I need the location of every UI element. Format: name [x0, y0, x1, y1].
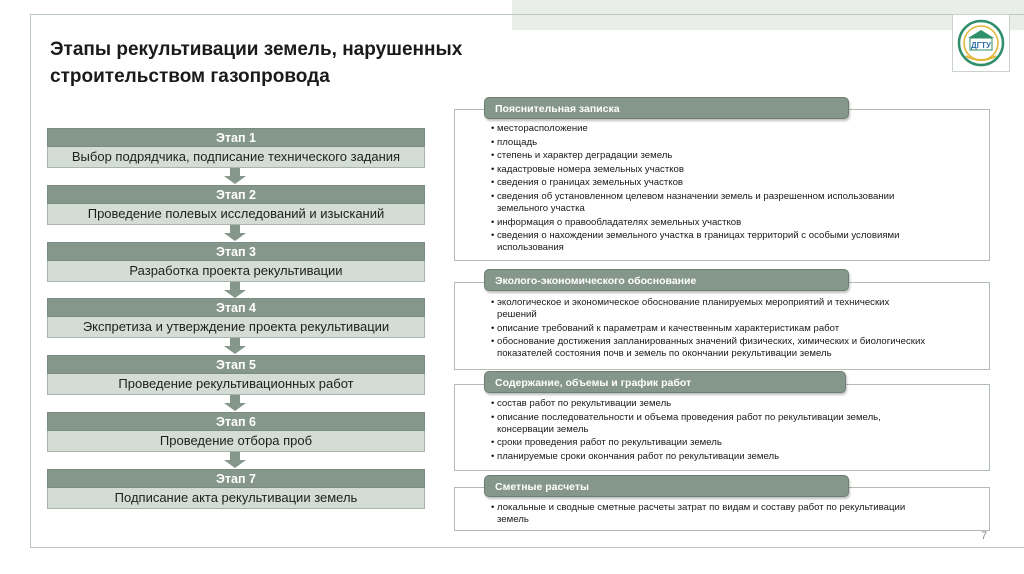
arrow-down-icon: [224, 282, 246, 298]
arrow-down-icon: [224, 168, 246, 184]
list-item: • сведения о границах земельных участков: [455, 177, 989, 189]
list-item: • сведения об установленном целевом назначении земель и разрешенном использовании земельного участка: [455, 191, 989, 215]
list-item: • экологическое и экономическое обоснование планируемых мероприятий и технических решений: [455, 297, 989, 321]
list-item: • сведения о нахождении земельного участка в границах территорий с особыми условиями использования: [455, 230, 989, 254]
logo: [952, 14, 1010, 72]
stage-label: Этап 1: [47, 128, 425, 147]
arrow-down-icon: [224, 452, 246, 468]
stage-description: Проведение рекультивационных работ: [47, 374, 425, 395]
panel-works-schedule: [454, 384, 990, 471]
stage-description: Экспретиза и утверждение проекта рекультивации: [47, 317, 425, 338]
panel-title: Пояснительная записка: [484, 97, 849, 119]
list-item: • описание последовательности и объема проведения работ по рекультивации земель, консервации земель: [455, 412, 989, 436]
stage-3: [47, 242, 425, 282]
list-item: • описание требований к параметрам и качественным характеристикам работ: [455, 323, 989, 335]
panel-list: [455, 297, 989, 360]
arrow-down-icon: [224, 338, 246, 354]
panel-title: Эколого-экономического обоснование: [484, 269, 849, 291]
stage-label: Этап 2: [47, 185, 425, 204]
logo-text: ДГТУ: [970, 41, 992, 50]
stage-description: Выбор подрядчика, подписание технического задания: [47, 147, 425, 168]
panel-list: [455, 502, 989, 526]
stage-label: Этап 7: [47, 469, 425, 488]
stage-5: [47, 355, 425, 395]
stage-description: Подписание акта рекультивации земель: [47, 488, 425, 509]
panel-title: Содержание, объемы и график работ: [484, 371, 846, 393]
list-item: • локальные и сводные сметные расчеты затрат по видам и составу работ по рекультивации земель: [455, 502, 989, 526]
stage-7: [47, 469, 425, 509]
page-title: Этапы рекультивации земель, нарушенных строительством газопровода: [50, 39, 463, 87]
stage-description: Проведение отбора проб: [47, 431, 425, 452]
panel-title: Сметные расчеты: [484, 475, 849, 497]
panel-eco-justification: [454, 282, 990, 370]
panel-list: [455, 123, 989, 254]
university-logo-icon: [956, 18, 1006, 68]
list-item: • обоснование достижения запланированных значений физических, химических и биологических показателей состояния почв и земель по окончании рекультивации земель: [455, 336, 989, 360]
arrow-down-icon: [224, 395, 246, 411]
panel-explanatory-note: [454, 109, 990, 261]
stage-4: [47, 298, 425, 338]
panel-list: [455, 398, 989, 463]
list-item: • информация о правообладателях земельных участков: [455, 217, 989, 229]
list-item: • площадь: [455, 137, 989, 149]
stage-label: Этап 5: [47, 355, 425, 374]
stage-description: Разработка проекта рекультивации: [47, 261, 425, 282]
list-item: • планируемые сроки окончания работ по рекультивации земель: [455, 451, 989, 463]
stage-label: Этап 3: [47, 242, 425, 261]
stage-label: Этап 6: [47, 412, 425, 431]
stage-6: [47, 412, 425, 452]
list-item: • сроки проведения работ по рекультивации земель: [455, 437, 989, 449]
stage-1: [47, 128, 425, 168]
list-item: • кадастровые номера земельных участков: [455, 164, 989, 176]
stage-description: Проведение полевых исследований и изысканий: [47, 204, 425, 225]
stage-2: [47, 185, 425, 225]
list-item: • степень и характер деградации земель: [455, 150, 989, 162]
page-number: 7: [981, 530, 988, 542]
list-item: • состав работ по рекультивации земель: [455, 398, 989, 410]
list-item: • месторасположение: [455, 123, 989, 135]
arrow-down-icon: [224, 225, 246, 241]
stage-label: Этап 4: [47, 298, 425, 317]
